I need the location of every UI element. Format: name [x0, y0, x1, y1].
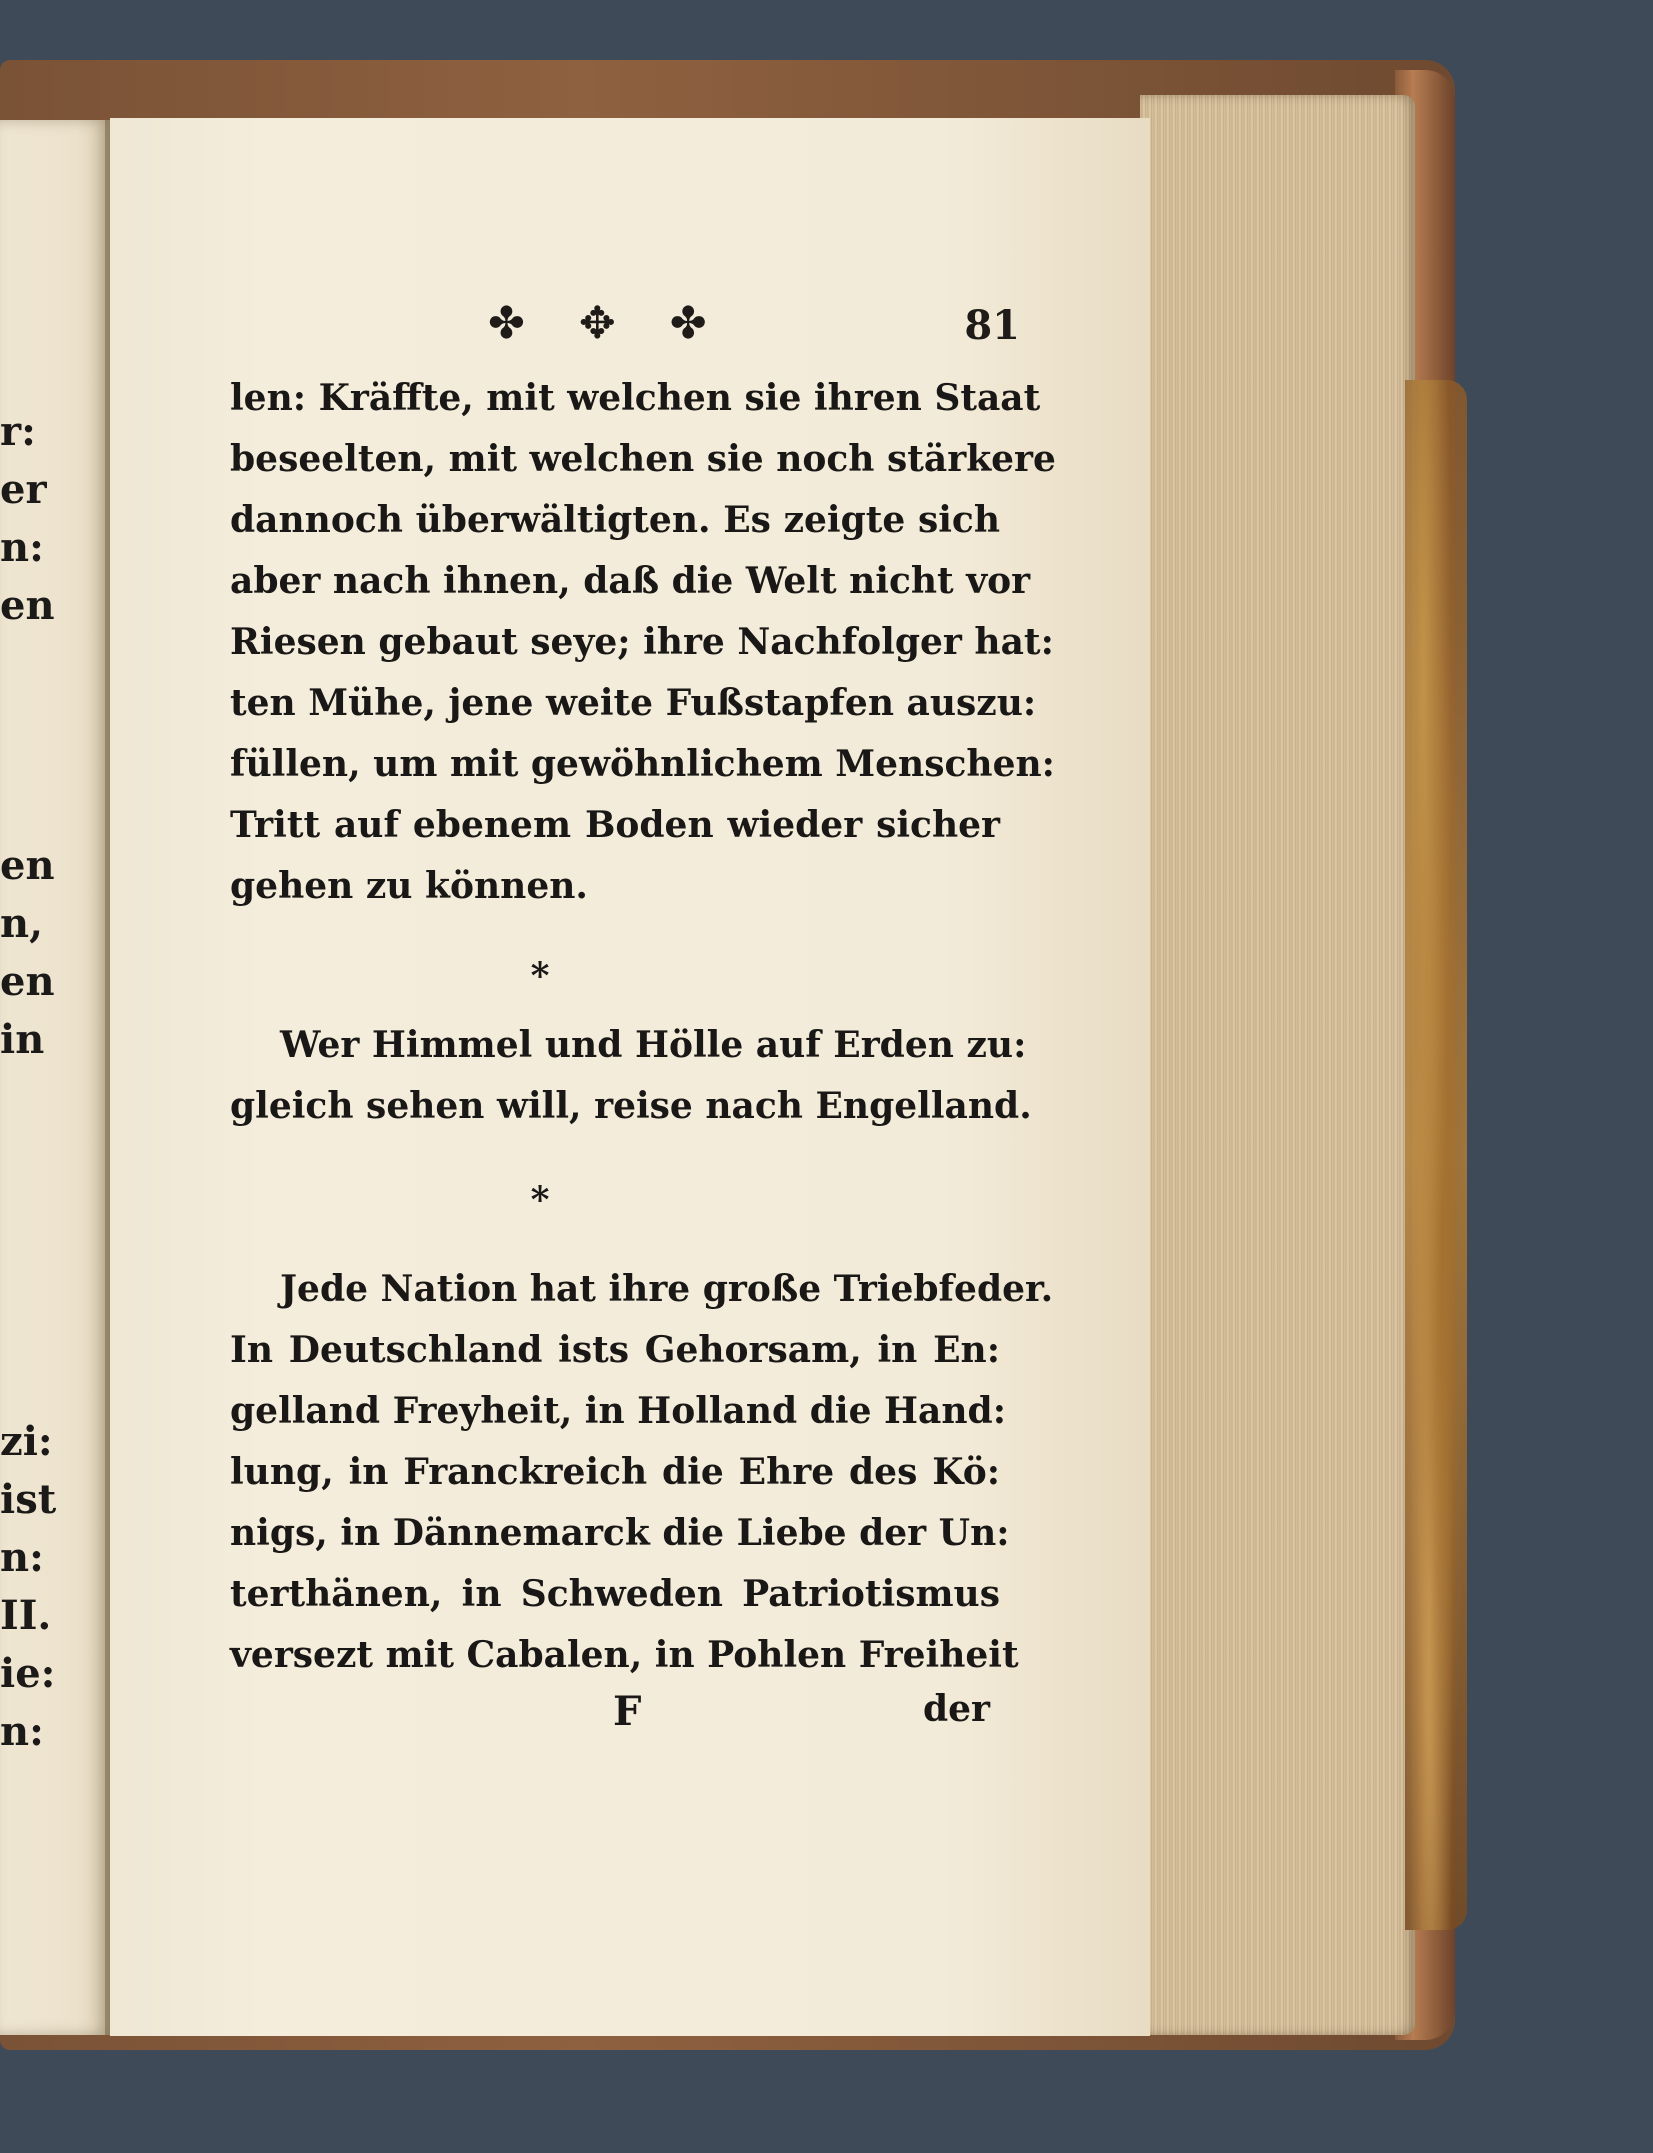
left-page-fragment: n, — [0, 900, 44, 947]
section-separator: * — [530, 955, 550, 997]
text-line: versezt mit Cabalen, in Pohlen Freiheit — [230, 1634, 1019, 1676]
left-page-fragment: r: — [0, 408, 36, 455]
page-block-edges — [1140, 95, 1415, 2035]
signature-mark: F — [613, 1688, 642, 1735]
text-line: dannoch überwältigten. Es zeigte sich — [230, 499, 1000, 541]
text-line: beseelten, mit welchen sie noch stärkere — [230, 438, 1056, 480]
text-line: gehen zu können. — [230, 865, 588, 907]
marbled-board-edge — [1405, 380, 1467, 1930]
text-line: In Deutschland ists Gehorsam, in En: — [230, 1329, 1000, 1371]
section-separator: * — [530, 1179, 550, 1221]
left-page-fragment: in — [0, 1016, 45, 1063]
text-line: ten Mühe, jene weite Fußstapfen auszu: — [230, 682, 1037, 724]
left-page-fragment: en — [0, 582, 55, 629]
page-text-block — [230, 298, 1056, 1758]
left-page-fragment: n: — [0, 1708, 44, 1755]
paragraph — [230, 1015, 1032, 1137]
text-line: lung, in Franckreich die Ehre des Kö: — [230, 1451, 1000, 1493]
page-number: 81 — [964, 302, 1020, 349]
text-line: gelland Freyheit, in Holland die Hand: — [230, 1390, 1007, 1432]
paragraph — [230, 1259, 1054, 1686]
page-footer — [230, 1688, 1000, 1758]
paragraph — [230, 368, 1056, 917]
text-line: Jede Nation hat ihre große Triebfeder. — [280, 1268, 1054, 1310]
catchword: der — [922, 1688, 990, 1730]
left-page-fragment: ie: — [0, 1650, 56, 1697]
text-line: Riesen gebaut seye; ihre Nachfolger hat: — [230, 621, 1054, 663]
left-page-fragment: n: — [0, 524, 44, 571]
left-page-fragment: en — [0, 842, 55, 889]
left-page-fragment: er — [0, 466, 47, 513]
text-line: terthänen, in Schweden Patriotismus — [230, 1573, 1000, 1615]
header-ornament: ✤ ✥ ✤ — [488, 298, 727, 349]
left-page — [0, 120, 110, 2035]
text-line: aber nach ihnen, daß die Welt nicht vor — [230, 560, 1031, 602]
right-page — [110, 118, 1150, 2036]
left-page-fragment: zi: — [0, 1418, 53, 1465]
left-page-fragment: II. — [0, 1592, 52, 1639]
text-line: Wer Himmel und Hölle auf Erden zu: — [280, 1024, 1027, 1066]
left-page-fragment: ist — [0, 1476, 57, 1523]
text-line: len: Kräffte, mit welchen sie ihren Staat — [230, 377, 1041, 419]
text-line: nigs, in Dännemarck die Liebe der Un: — [230, 1512, 1010, 1554]
left-page-fragment: en — [0, 958, 55, 1005]
text-line: gleich sehen will, reise nach Engelland. — [230, 1085, 1032, 1127]
left-page-fragment: n: — [0, 1534, 44, 1581]
text-line: Tritt auf ebenem Boden wieder sicher — [230, 804, 1000, 846]
running-header — [230, 298, 1020, 368]
text-line: füllen, um mit gewöhnlichem Menschen: — [230, 743, 1055, 785]
